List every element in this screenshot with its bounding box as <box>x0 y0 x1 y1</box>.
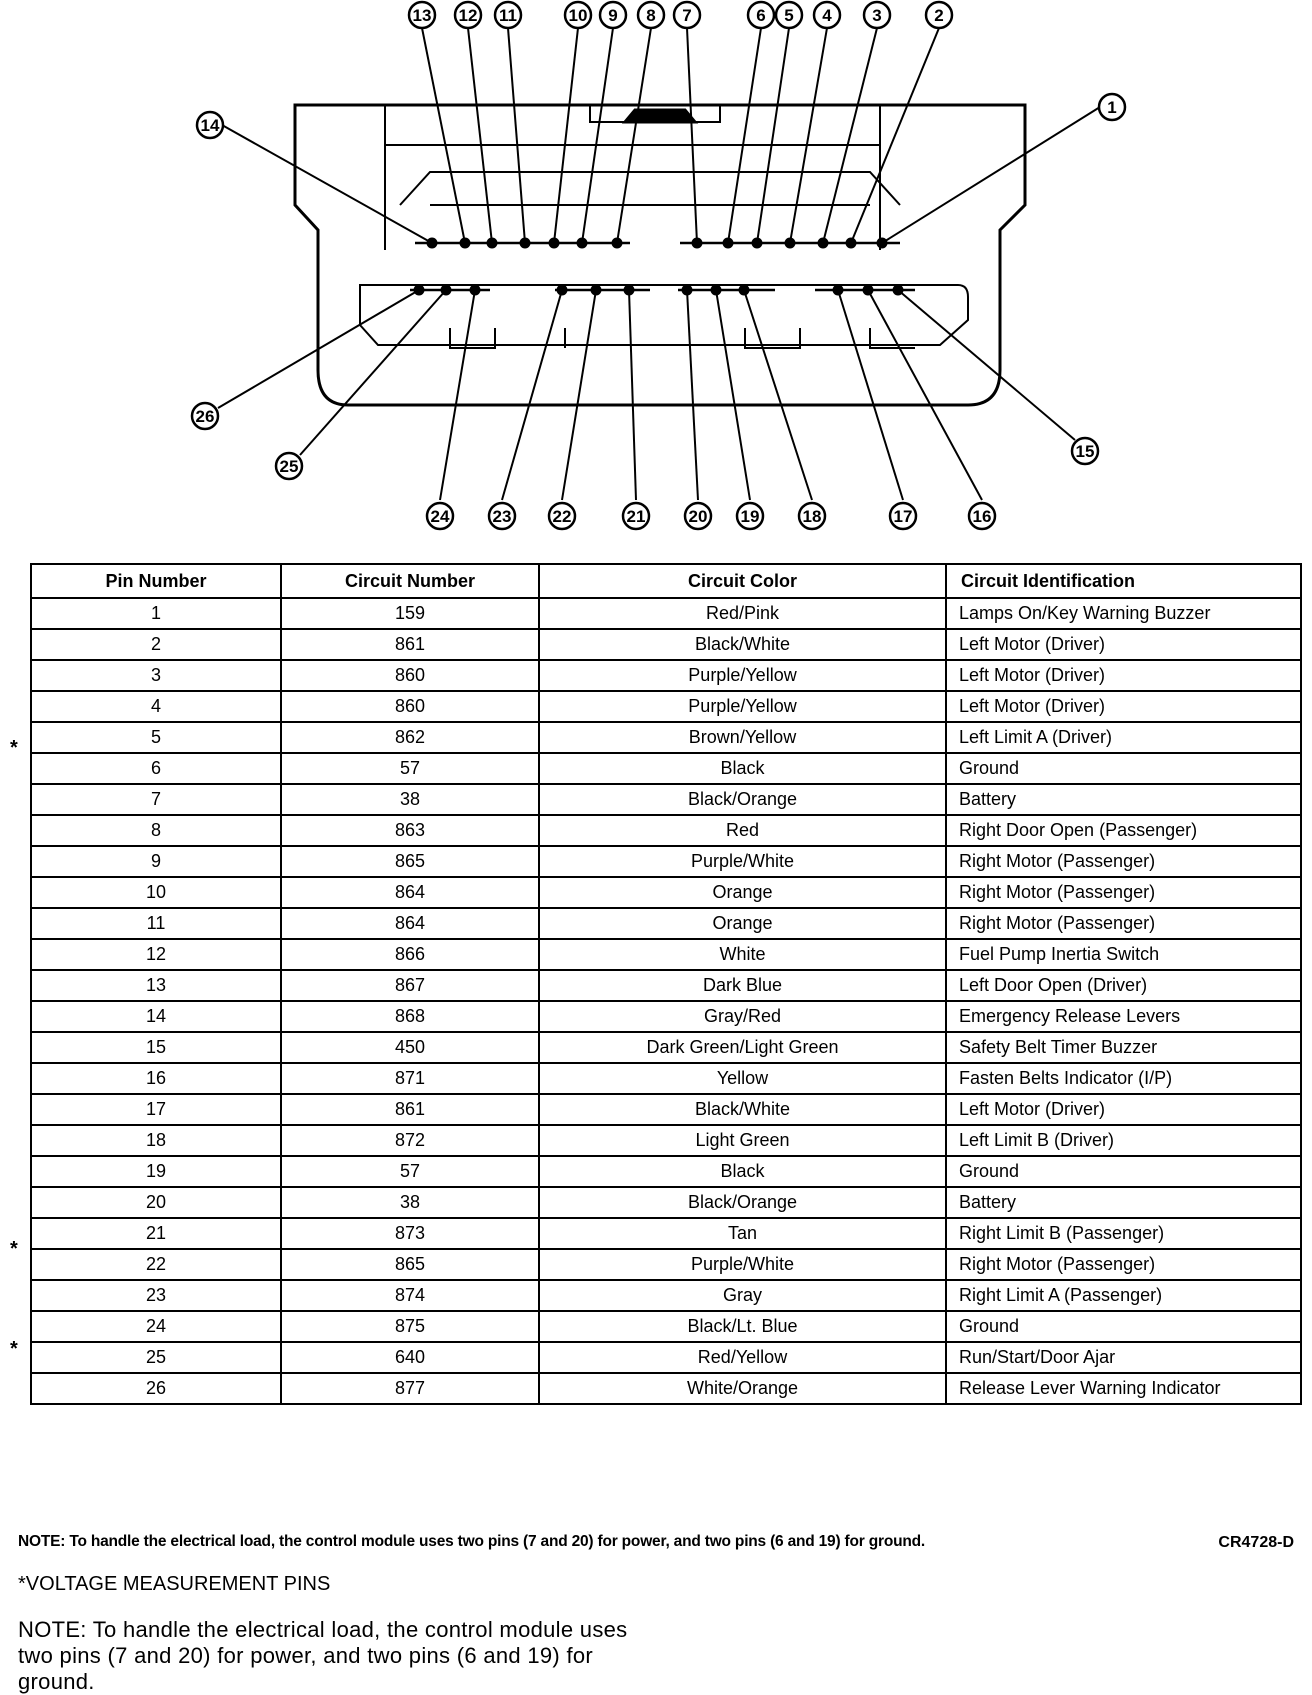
circuit-number-cell: 159 <box>281 598 539 629</box>
leader-line <box>300 290 446 455</box>
callout-21-label: 21 <box>626 507 646 526</box>
circuit-color-cell: Red/Yellow <box>539 1342 946 1373</box>
circuit-number-cell: 866 <box>281 939 539 970</box>
circuit-identification-cell: Right Motor (Passenger) <box>946 1249 1301 1280</box>
circuit-color-cell: Black/White <box>539 1094 946 1125</box>
pin-number-cell: 4 <box>31 691 281 722</box>
callout-3 <box>864 2 890 28</box>
callout-7 <box>674 2 700 28</box>
pin-dots <box>414 238 904 296</box>
circuit-color-cell: Black/Lt. Blue <box>539 1311 946 1342</box>
pin-markers <box>410 243 915 290</box>
table-note-label: NOTE: <box>18 1533 66 1550</box>
table-row <box>31 1187 1301 1218</box>
header-circuit-identification: Circuit Identification <box>946 564 1301 598</box>
pin-number-cell: 5 <box>31 722 281 753</box>
table-note-text: To handle the electrical load, the control module uses two pins (7 and 20) for power, and two pins (6 and 19) for ground. <box>69 1533 925 1550</box>
table-row <box>31 1218 1301 1249</box>
table-row <box>31 1280 1301 1311</box>
circuit-color-cell: Black/White <box>539 629 946 660</box>
circuit-number-cell: 57 <box>281 1156 539 1187</box>
table-header-row <box>31 564 1301 598</box>
callout-2-label: 2 <box>934 6 944 25</box>
circuit-identification-cell: Left Door Open (Driver) <box>946 970 1301 1001</box>
circuit-number-cell: 862 <box>281 722 539 753</box>
circuit-identification-cell: Battery <box>946 784 1301 815</box>
leader-line <box>882 107 1100 243</box>
pin-number-cell: 17 <box>31 1094 281 1125</box>
circuit-color-cell: Purple/White <box>539 1249 946 1280</box>
circuit-number-cell: 867 <box>281 970 539 1001</box>
circuit-color-cell: Purple/Yellow <box>539 660 946 691</box>
table-row <box>31 846 1301 877</box>
leader-line <box>728 28 761 243</box>
circuit-color-cell: Light Green <box>539 1125 946 1156</box>
pin-number-cell: 11 <box>31 908 281 939</box>
callout-10-label: 10 <box>568 6 588 25</box>
circuit-identification-cell: Battery <box>946 1187 1301 1218</box>
callout-17 <box>890 503 916 529</box>
callout-22 <box>549 503 575 529</box>
callout-15 <box>1072 438 1098 464</box>
circuit-identification-cell: Left Motor (Driver) <box>946 1094 1301 1125</box>
circuit-color-cell: Purple/Yellow <box>539 691 946 722</box>
circuit-color-cell: Dark Blue <box>539 970 946 1001</box>
callout-25 <box>276 453 302 479</box>
pin-number-cell: 13 <box>31 970 281 1001</box>
leader-line <box>422 28 465 243</box>
callout-5-label: 5 <box>784 6 794 25</box>
circuit-number-cell: 865 <box>281 1249 539 1280</box>
circuit-identification-cell: Left Limit A (Driver) <box>946 722 1301 753</box>
circuit-identification-cell: Ground <box>946 753 1301 784</box>
circuit-identification-cell: Right Limit A (Passenger) <box>946 1280 1301 1311</box>
pin-number-cell: 6 <box>31 753 281 784</box>
pin-number-cell: 20 <box>31 1187 281 1218</box>
circuit-color-cell: Tan <box>539 1218 946 1249</box>
pin-number-cell: 23 <box>31 1280 281 1311</box>
callout-7-label: 7 <box>682 6 692 25</box>
leader-line <box>582 28 613 243</box>
circuit-number-cell: 860 <box>281 691 539 722</box>
leader-line <box>508 28 525 243</box>
callout-17-label: 17 <box>893 507 913 526</box>
circuit-number-cell: 871 <box>281 1063 539 1094</box>
circuit-identification-cell: Lamps On/Key Warning Buzzer <box>946 598 1301 629</box>
circuit-number-cell: 874 <box>281 1280 539 1311</box>
circuit-number-cell: 868 <box>281 1001 539 1032</box>
voltage-pin-asterisk: * <box>10 736 18 759</box>
table-row <box>31 1094 1301 1125</box>
pin-number-cell: 22 <box>31 1249 281 1280</box>
leader-line <box>468 28 492 243</box>
circuit-number-cell: 861 <box>281 629 539 660</box>
pin-number-cell: 1 <box>31 598 281 629</box>
callout-21 <box>623 503 649 529</box>
circuit-color-cell: White <box>539 939 946 970</box>
connector-diagram <box>0 0 1312 550</box>
circuit-color-cell: Orange <box>539 877 946 908</box>
figure-code: CR4728-D <box>1218 1534 1294 1551</box>
callout-4 <box>814 2 840 28</box>
circuit-number-cell: 57 <box>281 753 539 784</box>
pin-number-cell: 16 <box>31 1063 281 1094</box>
callout-14-label: 14 <box>200 116 220 135</box>
circuit-identification-cell: Safety Belt Timer Buzzer <box>946 1032 1301 1063</box>
callout-11 <box>495 2 521 28</box>
pin-number-cell: 19 <box>31 1156 281 1187</box>
table-row <box>31 629 1301 660</box>
callout-3-label: 3 <box>872 6 882 25</box>
circuit-color-cell: White/Orange <box>539 1373 946 1404</box>
voltage-asterisk: * <box>18 1573 26 1595</box>
circuit-number-cell: 863 <box>281 815 539 846</box>
callout-11-label: 11 <box>499 6 517 25</box>
circuit-identification-cell: Left Motor (Driver) <box>946 691 1301 722</box>
callout-26 <box>192 403 218 429</box>
callout-20-label: 20 <box>688 507 708 526</box>
table-row <box>31 691 1301 722</box>
voltage-label-text: VOLTAGE MEASUREMENT PINS <box>25 1573 331 1595</box>
pin-number-cell: 14 <box>31 1001 281 1032</box>
callout-1 <box>1099 94 1125 120</box>
circuit-identification-cell: Release Lever Warning Indicator <box>946 1373 1301 1404</box>
table-row <box>31 1373 1301 1404</box>
table-row <box>31 1032 1301 1063</box>
table-row <box>31 1311 1301 1342</box>
callout-9-label: 9 <box>608 6 618 25</box>
callout-24 <box>427 503 453 529</box>
table-row <box>31 784 1301 815</box>
circuit-number-cell: 865 <box>281 846 539 877</box>
circuit-color-cell: Dark Green/Light Green <box>539 1032 946 1063</box>
leader-line <box>838 290 903 500</box>
circuit-identification-cell: Left Limit B (Driver) <box>946 1125 1301 1156</box>
bottom-note: NOTE: To handle the electrical load, the control module uses two pins (7 and 20) for power, and two pins (6 and 19) for ground. <box>18 1617 628 1694</box>
pin-number-cell: 2 <box>31 629 281 660</box>
leader-line <box>554 28 578 243</box>
circuit-color-cell: Black <box>539 753 946 784</box>
circuit-number-cell: 872 <box>281 1125 539 1156</box>
table-row <box>31 908 1301 939</box>
circuit-number-cell: 450 <box>281 1032 539 1063</box>
pin-number-cell: 9 <box>31 846 281 877</box>
table-row <box>31 1125 1301 1156</box>
leader-line <box>744 290 812 500</box>
circuit-color-cell: Gray <box>539 1280 946 1311</box>
callout-23 <box>489 503 515 529</box>
voltage-pin-asterisk: * <box>10 1337 18 1360</box>
leader-line <box>502 290 562 500</box>
pin-number-cell: 26 <box>31 1373 281 1404</box>
leader-line <box>222 125 432 243</box>
header-circuit-number: Circuit Number <box>281 564 539 598</box>
voltage-measurement-label <box>18 1573 330 1596</box>
circuit-color-cell: Red <box>539 815 946 846</box>
circuit-identification-cell: Right Motor (Passenger) <box>946 908 1301 939</box>
callout-12-label: 12 <box>458 6 478 25</box>
callout-15-label: 15 <box>1075 442 1095 461</box>
callout-20 <box>685 503 711 529</box>
connector-housing <box>295 105 1025 405</box>
table-row <box>31 939 1301 970</box>
circuit-color-cell: Black <box>539 1156 946 1187</box>
callout-8 <box>638 2 664 28</box>
circuit-identification-cell: Right Limit B (Passenger) <box>946 1218 1301 1249</box>
circuit-color-cell: Orange <box>539 908 946 939</box>
table-row <box>31 598 1301 629</box>
circuit-number-cell: 38 <box>281 784 539 815</box>
callout-6 <box>748 2 774 28</box>
callout-1-label: 1 <box>1107 98 1117 117</box>
callout-16 <box>969 503 995 529</box>
circuit-identification-cell: Right Motor (Passenger) <box>946 877 1301 908</box>
table-row <box>31 722 1301 753</box>
table-row <box>31 1156 1301 1187</box>
callout-18-label: 18 <box>802 507 822 526</box>
callout-19-label: 19 <box>740 507 760 526</box>
table-row <box>31 1063 1301 1094</box>
circuit-identification-cell: Ground <box>946 1311 1301 1342</box>
circuit-number-cell: 38 <box>281 1187 539 1218</box>
leader-line <box>629 290 636 500</box>
circuit-color-cell: Purple/White <box>539 846 946 877</box>
callout-2 <box>926 2 952 28</box>
circuit-number-cell: 861 <box>281 1094 539 1125</box>
pin-number-cell: 24 <box>31 1311 281 1342</box>
pin-table <box>30 563 1302 1405</box>
circuit-identification-cell: Right Motor (Passenger) <box>946 846 1301 877</box>
callout-13 <box>409 2 435 28</box>
callout-23-label: 23 <box>492 507 512 526</box>
leader-line <box>687 28 697 243</box>
circuit-identification-cell: Right Door Open (Passenger) <box>946 815 1301 846</box>
circuit-color-cell: Brown/Yellow <box>539 722 946 753</box>
callout-24-label: 24 <box>430 507 450 526</box>
callout-8-label: 8 <box>646 6 656 25</box>
callout-13-label: 13 <box>412 6 432 25</box>
leader-line <box>562 290 596 500</box>
table-row <box>31 1001 1301 1032</box>
pin-number-cell: 12 <box>31 939 281 970</box>
header-circuit-color: Circuit Color <box>539 564 946 598</box>
circuit-identification-cell: Left Motor (Driver) <box>946 629 1301 660</box>
leader-line <box>617 28 651 243</box>
leader-line <box>757 28 789 243</box>
callout-22-label: 22 <box>552 507 572 526</box>
pin-number-cell: 21 <box>31 1218 281 1249</box>
callout-16-label: 16 <box>972 507 992 526</box>
circuit-number-cell: 873 <box>281 1218 539 1249</box>
leader-line <box>898 290 1075 440</box>
voltage-pin-asterisk: * <box>10 1237 18 1260</box>
callout-9 <box>600 2 626 28</box>
table-row <box>31 1249 1301 1280</box>
circuit-number-cell: 864 <box>281 877 539 908</box>
leader-line <box>790 28 827 243</box>
leader-line <box>716 290 750 500</box>
circuit-identification-cell: Left Motor (Driver) <box>946 660 1301 691</box>
leader-line <box>687 290 698 500</box>
callout-26-label: 26 <box>195 407 215 426</box>
table-row <box>31 1342 1301 1373</box>
pin-number-cell: 3 <box>31 660 281 691</box>
circuit-number-cell: 640 <box>281 1342 539 1373</box>
circuit-number-cell: 860 <box>281 660 539 691</box>
callout-14 <box>197 112 223 138</box>
callout-4-label: 4 <box>822 6 832 25</box>
callout-12 <box>455 2 481 28</box>
callout-10 <box>565 2 591 28</box>
circuit-color-cell: Red/Pink <box>539 598 946 629</box>
callouts <box>192 2 1125 529</box>
pin-number-cell: 25 <box>31 1342 281 1373</box>
circuit-color-cell: Black/Orange <box>539 784 946 815</box>
pin-number-cell: 18 <box>31 1125 281 1156</box>
leader-line <box>823 28 877 243</box>
pin-number-cell: 7 <box>31 784 281 815</box>
circuit-color-cell: Black/Orange <box>539 1187 946 1218</box>
callout-18 <box>799 503 825 529</box>
table-row <box>31 660 1301 691</box>
circuit-number-cell: 877 <box>281 1373 539 1404</box>
circuit-number-cell: 864 <box>281 908 539 939</box>
table-row <box>31 877 1301 908</box>
table-note <box>18 1533 925 1551</box>
circuit-identification-cell: Fasten Belts Indicator (I/P) <box>946 1063 1301 1094</box>
circuit-identification-cell: Ground <box>946 1156 1301 1187</box>
pin-number-cell: 10 <box>31 877 281 908</box>
pin-number-cell: 8 <box>31 815 281 846</box>
circuit-identification-cell: Run/Start/Door Ajar <box>946 1342 1301 1373</box>
circuit-color-cell: Yellow <box>539 1063 946 1094</box>
circuit-number-cell: 875 <box>281 1311 539 1342</box>
table-row <box>31 815 1301 846</box>
header-pin-number: Pin Number <box>31 564 281 598</box>
leader-lines <box>218 28 1100 500</box>
callout-25-label: 25 <box>279 457 299 476</box>
circuit-color-cell: Gray/Red <box>539 1001 946 1032</box>
circuit-identification-cell: Fuel Pump Inertia Switch <box>946 939 1301 970</box>
callout-19 <box>737 503 763 529</box>
table-row <box>31 970 1301 1001</box>
callout-6-label: 6 <box>756 6 766 25</box>
leader-line <box>440 290 475 500</box>
callout-5 <box>776 2 802 28</box>
pin-number-cell: 15 <box>31 1032 281 1063</box>
table-row <box>31 753 1301 784</box>
leader-line <box>851 28 939 243</box>
circuit-identification-cell: Emergency Release Levers <box>946 1001 1301 1032</box>
